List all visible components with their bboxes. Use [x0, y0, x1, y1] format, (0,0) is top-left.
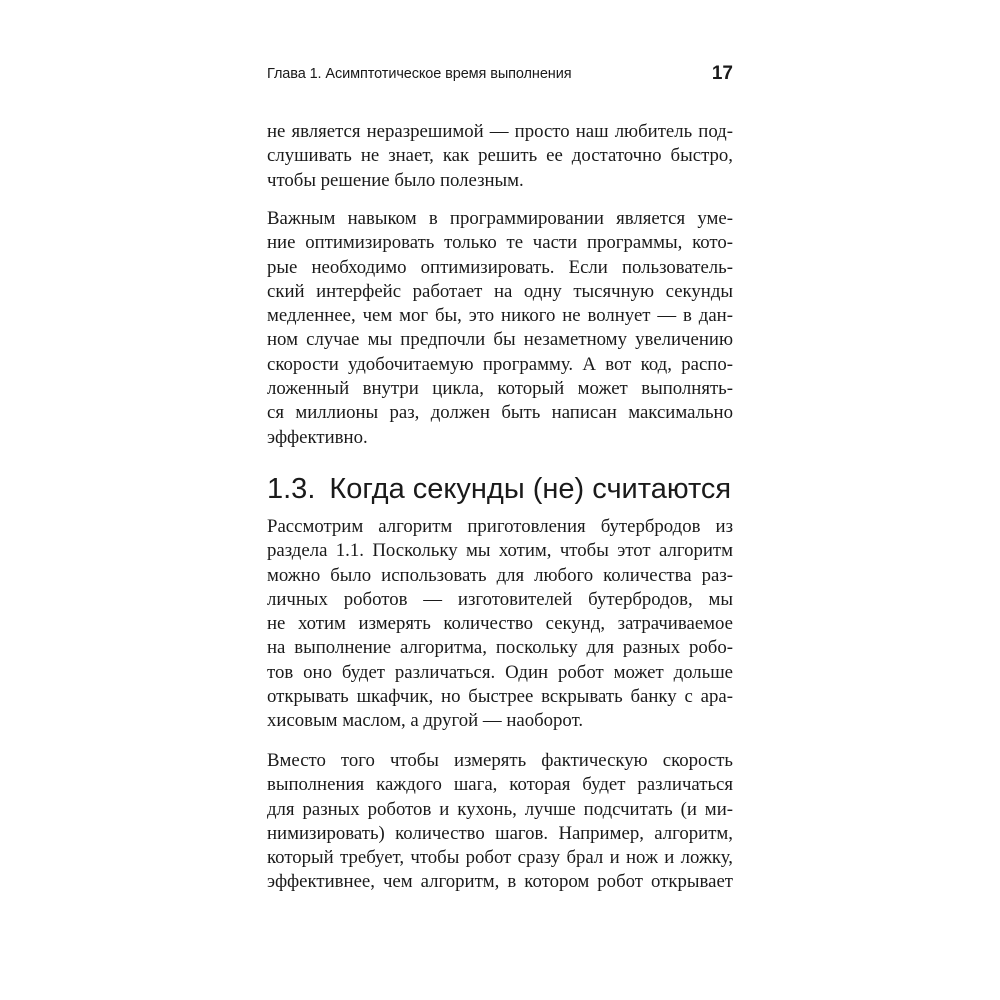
book-page	[267, 0, 733, 1000]
paragraph-2	[267, 207, 733, 450]
text-line: тов оно будет различаться. Один робот может дольше	[267, 661, 733, 683]
text-line: не хотим измерять количество секунд, затрачиваемое	[267, 613, 733, 635]
section-heading	[267, 473, 731, 506]
text-line: эффективнее, чем алгоритм, в котором робот открывает	[267, 871, 733, 893]
paragraph-1	[267, 120, 733, 193]
text-line: скорости удобочитаемую программу. А вот код, распо-	[267, 353, 733, 375]
chapter-title: Глава 1. Асимптотическое время выполнения	[267, 66, 572, 82]
paragraph-3	[267, 515, 733, 734]
section-title: Когда секунды (не) считаются	[329, 473, 732, 505]
text-line: можно было использовать для любого количества раз-	[267, 564, 733, 586]
text-line: который требует, чтобы робот сразу брал и нож и ложку,	[267, 847, 733, 869]
text-line: Рассмотрим алгоритм приготовления бутербродов из	[267, 516, 733, 537]
text-line: нимизировать) количество шагов. Например, алгоритм,	[267, 822, 733, 844]
text-line: раздела 1.1. Поскольку мы хотим, чтобы этот алгоритм	[267, 540, 733, 562]
text-line: эффективно.	[267, 426, 368, 448]
text-line: хисовым маслом, а другой — наоборот.	[267, 710, 584, 732]
text-line: ложенный внутри цикла, который может выполнять-	[267, 378, 733, 400]
text-line: Важным навыком в программировании является уме-	[267, 208, 733, 229]
section-number: 1.3.	[267, 473, 316, 505]
text-line: не является неразрешимой — просто наш любитель под-	[267, 121, 733, 142]
text-line: личных роботов — изготовителей бутербродов, мы	[267, 588, 733, 610]
text-line: ном случае мы предпочли бы незаметному увеличению	[267, 329, 733, 351]
text-line: ся миллионы раз, должен быть написан максимально	[267, 402, 733, 424]
text-line: открывать шкафчик, но быстрее вскрывать банку с ара-	[267, 686, 733, 708]
text-line: ние оптимизировать только те части программы, кото-	[267, 232, 733, 254]
text-line: для разных роботов и кухонь, лучше подсчитать (и ми-	[267, 798, 733, 820]
text-line: чтобы решение было полезным.	[267, 169, 524, 191]
paragraph-4	[267, 749, 733, 895]
text-line: медленнее, чем мог бы, это никого не волнует — в дан-	[267, 305, 733, 327]
text-line: рые необходимо оптимизировать. Если пользователь-	[267, 256, 733, 278]
text-line: слушивать не знает, как решить ее достаточно быстро,	[267, 145, 733, 167]
running-head	[267, 64, 733, 86]
page-number: 17	[711, 63, 733, 84]
text-line: на выполнение алгоритма, поскольку для разных робо-	[267, 637, 733, 659]
text-line: ский интерфейс работает на одну тысячную секунды	[267, 280, 733, 302]
text-line: выполнения каждого шага, которая будет различаться	[267, 774, 733, 796]
text-line: Вместо того чтобы измерять фактическую скорость	[267, 750, 733, 771]
